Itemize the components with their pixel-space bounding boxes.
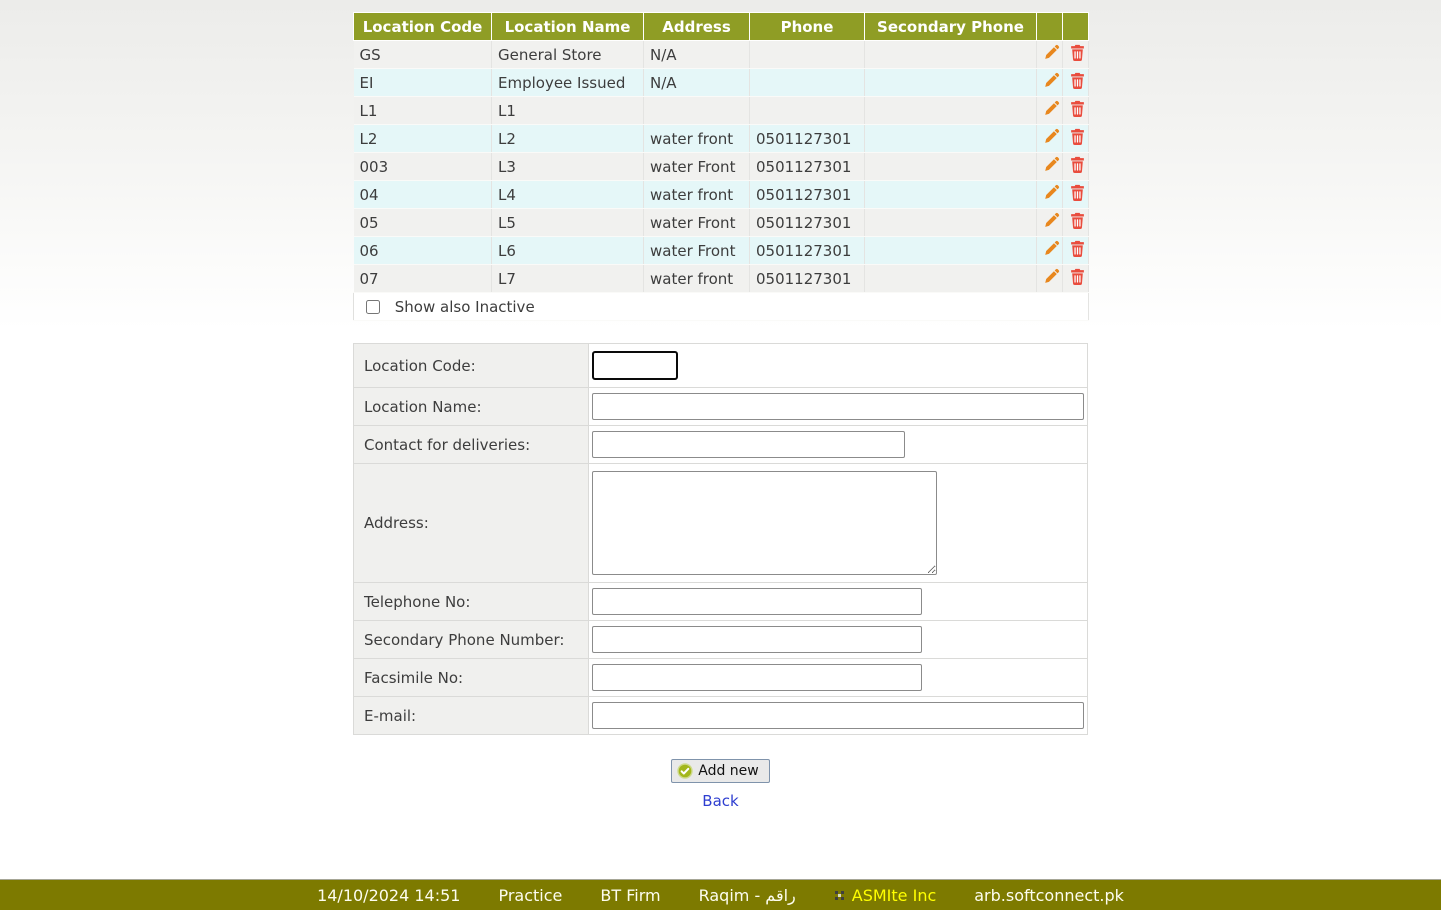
telephone-field[interactable] — [592, 588, 922, 615]
facsimile-label: Facsimile No: — [354, 659, 589, 697]
edit-button[interactable] — [1043, 212, 1060, 229]
secondary-phone-label: Secondary Phone Number: — [354, 621, 589, 659]
trash-icon — [1069, 215, 1086, 233]
pencil-icon — [1043, 187, 1060, 205]
cell-secondary-phone — [865, 41, 1037, 69]
cell-location-name: L2 — [492, 125, 644, 153]
pencil-icon — [1043, 243, 1060, 261]
edit-button[interactable] — [1043, 44, 1060, 61]
cell-location-code: 04 — [354, 181, 492, 209]
cell-address: water front — [644, 125, 750, 153]
table-row — [354, 41, 1089, 69]
trash-icon — [1069, 75, 1086, 93]
cell-phone — [750, 41, 865, 69]
cell-address: N/A — [644, 41, 750, 69]
footer-company-link[interactable] — [834, 886, 936, 905]
table-row — [354, 237, 1089, 265]
delete-button[interactable] — [1069, 184, 1086, 201]
cell-phone: 0501127301 — [750, 153, 865, 181]
cell-address: water Front — [644, 209, 750, 237]
cell-secondary-phone — [865, 97, 1037, 125]
check-circle-icon — [677, 763, 693, 779]
trash-icon — [1069, 103, 1086, 121]
cell-location-code: 06 — [354, 237, 492, 265]
table-row — [354, 265, 1089, 293]
table-row — [354, 97, 1089, 125]
cell-secondary-phone — [865, 153, 1037, 181]
main-content — [353, 12, 1088, 810]
address-label: Address: — [354, 464, 589, 583]
delete-button[interactable] — [1069, 156, 1086, 173]
trash-icon — [1069, 131, 1086, 149]
email-field[interactable] — [592, 702, 1084, 729]
cell-address: water front — [644, 265, 750, 293]
delete-button[interactable] — [1069, 44, 1086, 61]
cell-phone: 0501127301 — [750, 209, 865, 237]
location-form — [353, 343, 1088, 735]
table-row — [354, 125, 1089, 153]
table-row — [354, 209, 1089, 237]
cell-location-name: L7 — [492, 265, 644, 293]
trash-icon — [1069, 47, 1086, 65]
delete-button[interactable] — [1069, 72, 1086, 89]
footer-mode: Practice — [498, 885, 563, 905]
address-field[interactable] — [592, 471, 937, 575]
footer-company-name: ASMIte Inc — [851, 885, 937, 905]
column-header-secondary-phone: Secondary Phone — [865, 13, 1037, 41]
cell-location-code: L2 — [354, 125, 492, 153]
pencil-icon — [1043, 271, 1060, 289]
cell-phone: 0501127301 — [750, 265, 865, 293]
contact-label: Contact for deliveries: — [354, 426, 589, 464]
delete-button[interactable] — [1069, 128, 1086, 145]
trash-icon — [1069, 271, 1086, 289]
add-new-button[interactable] — [671, 759, 770, 783]
cell-address: N/A — [644, 69, 750, 97]
edit-button[interactable] — [1043, 128, 1060, 145]
footer-domain: arb.softconnect.pk — [974, 885, 1124, 905]
show-inactive-row — [354, 293, 1089, 321]
footer-datetime: 14/10/2024 14:51 — [317, 885, 461, 905]
pencil-icon — [1043, 215, 1060, 233]
table-row — [354, 181, 1089, 209]
email-label: E-mail: — [354, 697, 589, 735]
cell-phone: 0501127301 — [750, 125, 865, 153]
edit-button[interactable] — [1043, 100, 1060, 117]
trash-icon — [1069, 159, 1086, 177]
footer-user: Raqim - راقم — [698, 885, 796, 905]
add-new-label: Add new — [698, 763, 759, 779]
cell-secondary-phone — [865, 69, 1037, 97]
cell-location-code: EI — [354, 69, 492, 97]
cell-phone — [750, 97, 865, 125]
show-inactive-label: Show also Inactive — [394, 297, 535, 316]
delete-button[interactable] — [1069, 100, 1086, 117]
cell-location-name: L3 — [492, 153, 644, 181]
cell-location-name: L1 — [492, 97, 644, 125]
edit-button[interactable] — [1043, 268, 1060, 285]
pencil-icon — [1043, 131, 1060, 149]
pencil-icon — [1043, 75, 1060, 93]
cell-phone: 0501127301 — [750, 237, 865, 265]
column-header-location-code: Location Code — [354, 13, 492, 41]
secondary-phone-field[interactable] — [592, 626, 922, 653]
trash-icon — [1069, 243, 1086, 261]
cell-address: water Front — [644, 153, 750, 181]
pencil-icon — [1043, 103, 1060, 121]
edit-button[interactable] — [1043, 240, 1060, 257]
footer-bar — [0, 879, 1441, 910]
delete-button[interactable] — [1069, 268, 1086, 285]
show-inactive-checkbox[interactable] — [366, 300, 380, 314]
form-actions — [353, 759, 1088, 810]
cell-location-name: General Store — [492, 41, 644, 69]
back-link[interactable]: Back — [702, 792, 739, 810]
cell-address — [644, 97, 750, 125]
delete-button[interactable] — [1069, 240, 1086, 257]
location-code-label: Location Code: — [354, 344, 589, 388]
telephone-label: Telephone No: — [354, 583, 589, 621]
trash-icon — [1069, 187, 1086, 205]
location-name-field[interactable] — [592, 393, 1084, 420]
edit-button[interactable] — [1043, 184, 1060, 201]
pencil-icon — [1043, 159, 1060, 177]
cell-location-name: Employee Issued — [492, 69, 644, 97]
column-header-edit — [1037, 13, 1063, 41]
delete-button[interactable] — [1069, 212, 1086, 229]
cell-phone — [750, 69, 865, 97]
edit-button[interactable] — [1043, 156, 1060, 173]
pencil-icon — [1043, 47, 1060, 65]
edit-button[interactable] — [1043, 72, 1060, 89]
locations-header-row — [354, 13, 1089, 41]
column-header-phone: Phone — [750, 13, 865, 41]
cell-address: water Front — [644, 237, 750, 265]
table-row — [354, 153, 1089, 181]
cell-address: water front — [644, 181, 750, 209]
cell-location-code: 05 — [354, 209, 492, 237]
gear-icon — [834, 890, 845, 901]
column-header-location-name: Location Name — [492, 13, 644, 41]
cell-location-name: L5 — [492, 209, 644, 237]
locations-table — [353, 12, 1089, 321]
location-name-label: Location Name: — [354, 388, 589, 426]
contact-field[interactable] — [592, 431, 905, 458]
cell-location-code: GS — [354, 41, 492, 69]
cell-secondary-phone — [865, 181, 1037, 209]
location-code-field[interactable] — [592, 351, 678, 380]
column-header-delete — [1063, 13, 1089, 41]
cell-secondary-phone — [865, 125, 1037, 153]
cell-location-name: L6 — [492, 237, 644, 265]
cell-secondary-phone — [865, 265, 1037, 293]
column-header-address: Address — [644, 13, 750, 41]
cell-location-code: 003 — [354, 153, 492, 181]
footer-firm: BT Firm — [600, 885, 661, 905]
facsimile-field[interactable] — [592, 664, 922, 691]
cell-secondary-phone — [865, 237, 1037, 265]
cell-secondary-phone — [865, 209, 1037, 237]
cell-location-code: 07 — [354, 265, 492, 293]
cell-phone: 0501127301 — [750, 181, 865, 209]
cell-location-name: L4 — [492, 181, 644, 209]
table-row — [354, 69, 1089, 97]
cell-location-code: L1 — [354, 97, 492, 125]
